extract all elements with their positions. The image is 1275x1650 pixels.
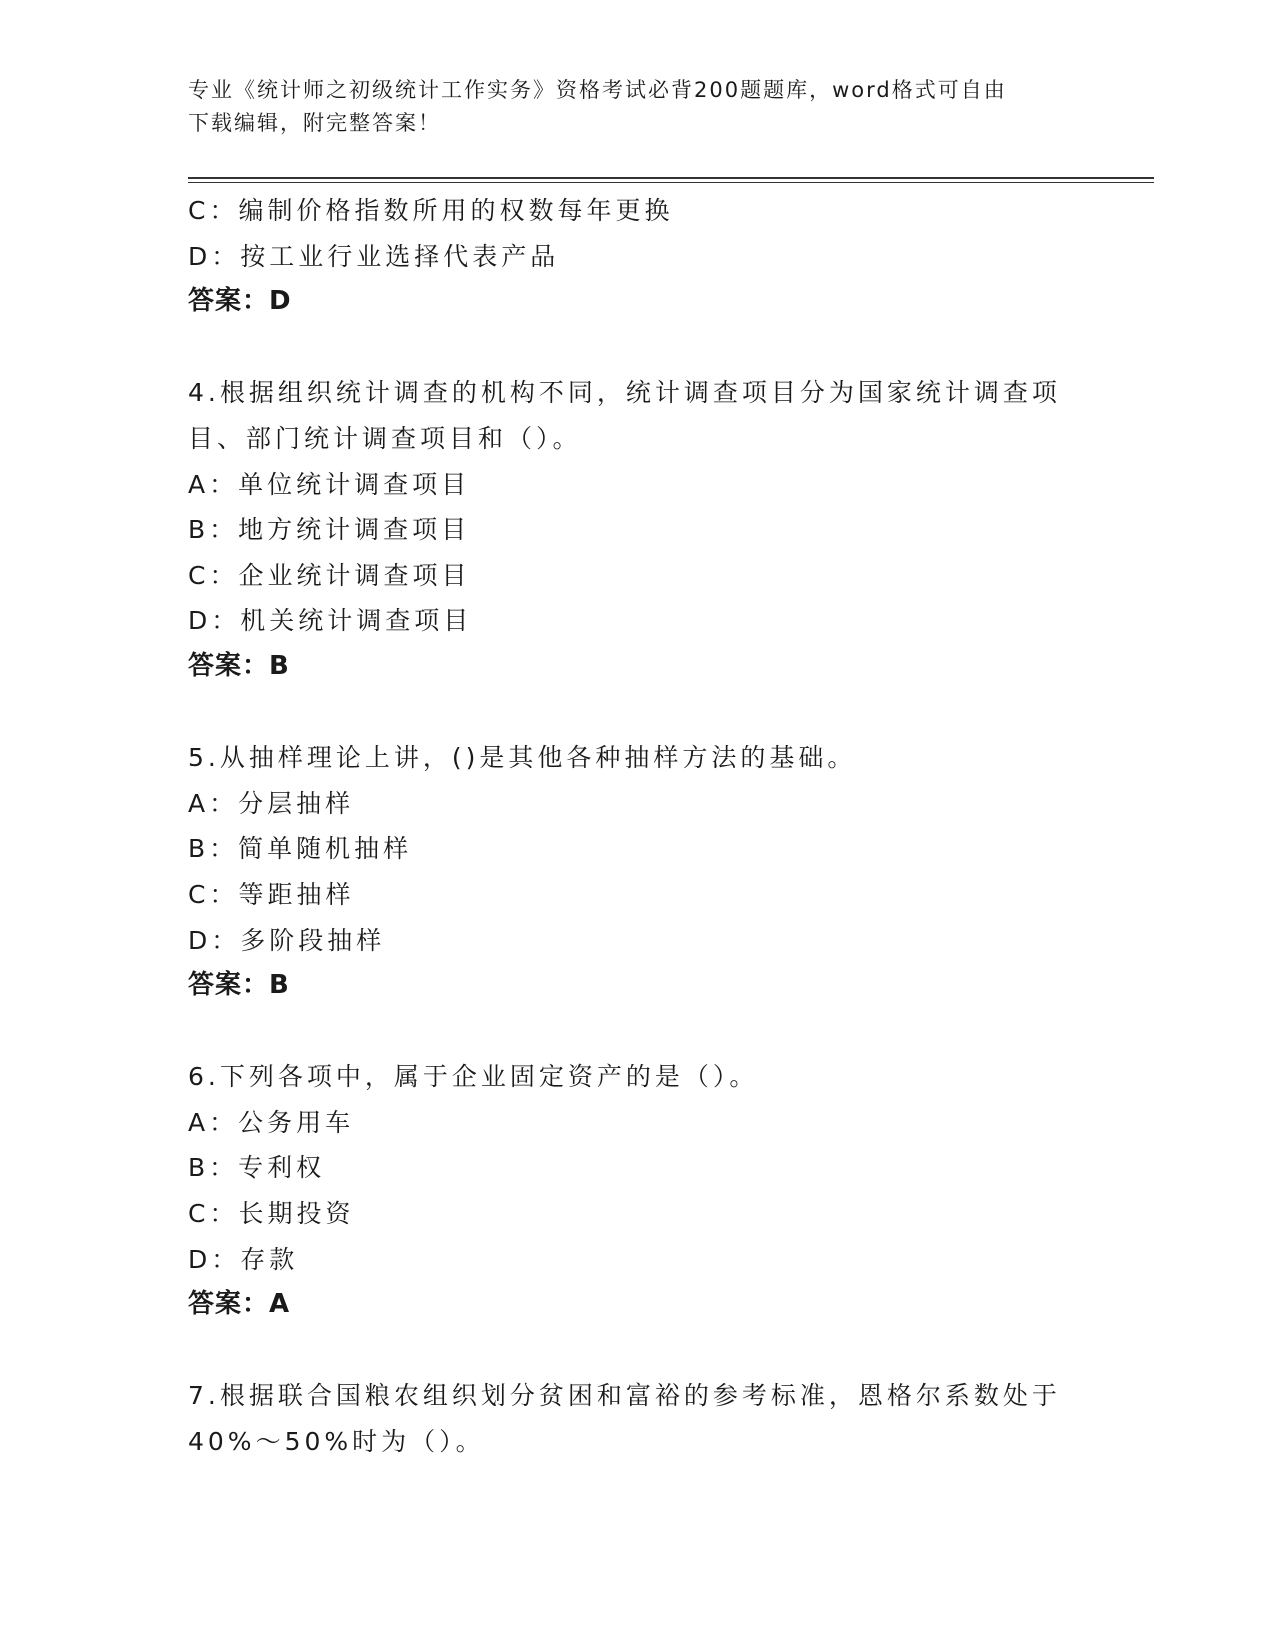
question-4 (188, 370, 1088, 689)
question-5-option-d: D：多阶段抽样 (188, 925, 386, 955)
spacer (188, 1009, 1088, 1055)
question-6 (188, 1054, 1088, 1328)
question-7-stem-line-2: 40%～50%时为（）。 (188, 1427, 485, 1457)
header-divider-thick (188, 177, 1154, 179)
spacer (188, 325, 1088, 371)
question-4-option-d: D：机关统计调查项目 (188, 606, 473, 636)
question-5 (188, 735, 1088, 1009)
question-4-stem-line-2: 目、部门统计调查项目和（）。 (188, 423, 582, 453)
question-3 (188, 188, 1088, 325)
question-6-stem: 6.下列各项中，属于企业固定资产的是（）。 (188, 1062, 759, 1092)
question-4-option-a: A：单位统计调查项目 (188, 469, 471, 499)
question-6-option-a: A：公务用车 (188, 1107, 355, 1137)
question-3-answer: 答案：D (188, 286, 292, 317)
question-6-option-d: D：存款 (188, 1244, 299, 1274)
question-4-option-c: C：企业统计调查项目 (188, 560, 471, 590)
question-6-option-c: C：长期投资 (188, 1199, 355, 1229)
spacer (188, 690, 1088, 736)
question-6-option-b: B：专利权 (188, 1153, 326, 1183)
question-5-option-a: A：分层抽样 (188, 788, 355, 818)
document-header (188, 74, 1068, 140)
question-list (188, 188, 1088, 1465)
question-5-stem: 5.从抽样理论上讲，()是其他各种抽样方法的基础。 (188, 743, 857, 773)
question-5-option-b: B：简单随机抽样 (188, 834, 413, 864)
question-5-option-c: C：等距抽样 (188, 879, 355, 909)
spacer (188, 1328, 1088, 1374)
question-7 (188, 1373, 1088, 1464)
header-line-1: 专业《统计师之初级统计工作实务》资格考试必背200题题库，word格式可自由 (188, 78, 1007, 102)
question-5-answer: 答案：B (188, 970, 290, 1001)
question-3-option-d: D：按工业行业选择代表产品 (188, 241, 560, 271)
question-6-answer: 答案：A (188, 1289, 291, 1320)
question-4-answer: 答案：B (188, 650, 290, 681)
header-line-2: 下载编辑，附完整答案！ (188, 111, 441, 135)
question-4-stem-line-1: 4.根据组织统计调查的机构不同，统计调查项目分为国家统计调查项 (188, 378, 1061, 408)
header-divider-thin (188, 182, 1154, 183)
question-3-option-c: C：编制价格指数所用的权数每年更换 (188, 196, 674, 225)
question-7-stem-line-1: 7.根据联合国粮农组织划分贫困和富裕的参考标准，恩格尔系数处于 (188, 1381, 1061, 1411)
question-4-option-b: B：地方统计调查项目 (188, 515, 471, 545)
